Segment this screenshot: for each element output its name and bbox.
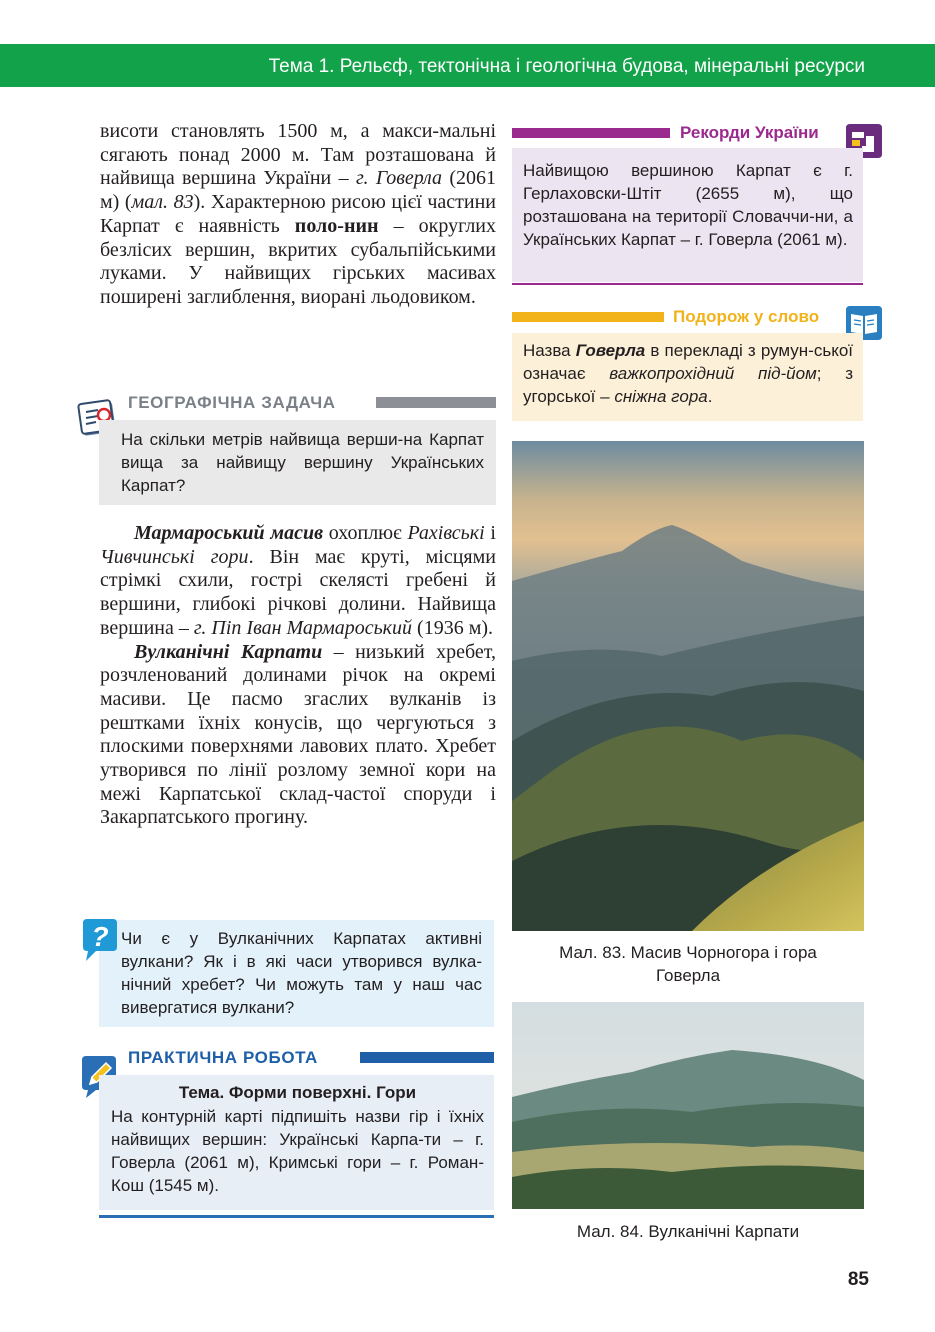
figure-83-caption-line-2: Говерла (655, 966, 721, 985)
chapter-title: Тема 1. Рельєф, тектонічна і геологічна будова, мінеральні ресурси (268, 56, 865, 77)
word-text (523, 339, 853, 408)
geo-task-box (99, 420, 496, 505)
records-heading: Рекорди України (680, 123, 819, 142)
records-bottom-rule (512, 283, 863, 285)
records-box (512, 148, 863, 282)
regions-paragraph (100, 522, 496, 830)
marmaros-text-4: (1936 м). (412, 616, 494, 639)
svg-text:?: ? (91, 921, 109, 952)
practical-text: На контурній карті підпишіть назви гір і їхніх найвищих вершин: Українські Карпа-ти – г. Говерла (2061 м), Кримські гори – г. Роман-Кош (1545 м). (111, 1107, 484, 1195)
word-box (512, 333, 863, 421)
records-heading-rule (512, 128, 670, 138)
word-text-1: Назва (523, 341, 576, 360)
word-meaning-hungarian: сніжна гора (614, 387, 708, 406)
figure-83-caption-line-1: Мал. 83. Масив Чорногора і гора (559, 943, 817, 962)
word-heading: Подорож у слово (673, 307, 820, 326)
practical-heading-rule (360, 1052, 494, 1063)
figure-84-caption: Мал. 84. Вулканічні Карпати (576, 1222, 800, 1241)
question-box (99, 920, 494, 1027)
word-meaning-romanian: важкопрохідний під-йом (609, 364, 817, 383)
pip-ivan-peak: г. Піп Іван Мармароський (193, 616, 413, 639)
intro-text-1: висоти становлять 1500 м, а макси-мальні сягають понад 2000 м. Там розташована й найвища вершина України – (100, 120, 496, 190)
marmaros-text-1: охоплює (323, 522, 408, 544)
intro-text-4: – округлих безлісих вершин, вкритих субальпійськими луками. У найвищих гірських масивах поширені заглиблення, виорані льодовиком. (100, 214, 496, 308)
intro-text-2: (2061 м) ( (100, 167, 496, 214)
goverla-term: г. Говерла (355, 167, 442, 190)
marmaros-name: Мармароський масив (134, 522, 323, 544)
chapter-header (0, 44, 935, 87)
practical-topic: Тема. Форми поверхні. Гори (178, 1083, 417, 1102)
polonyna-term: поло-нин (294, 214, 379, 237)
geo-task-heading-rule (376, 397, 496, 408)
intro-text-3: ). Характерною рисою цієї частини Карпат є наявність (100, 191, 496, 237)
word-text-3: ; з угорської – (523, 364, 853, 406)
figure-reference: мал. 83 (131, 191, 194, 214)
rakhiv-mountains: Рахівські (407, 522, 485, 544)
marmaros-text-3: . Він має круті, місцями стрімкі схили, гострі скелясті гребені й вершини, глибокі річкові долини. Найвища вершина – (100, 545, 496, 639)
marmaros-text-2: і (484, 522, 496, 544)
geo-task-text: На скільки метрів найвища верши-на Карпат вища за найвищу вершину Українських Карпат? (121, 430, 484, 495)
figure-83-photo (512, 441, 864, 931)
practical-heading: ПРАКТИЧНА РОБОТА (128, 1048, 318, 1067)
figure-84-photo (512, 1002, 864, 1209)
intro-paragraph (100, 120, 496, 310)
practical-box (99, 1075, 494, 1210)
page-number: 85 (847, 1269, 869, 1290)
chyvchyn-mountains: Чивчинські гори (100, 545, 249, 568)
question-text: Чи є у Вулканічних Карпатах активні вулкани? Як і в які часи утворився вулка-нічний хребет? Чи можуть там у наш час вивергатися вулкани? (121, 929, 482, 1017)
volcanic-name: Вулканічні Карпати (134, 640, 323, 663)
records-text: Найвищою вершиною Карпат є г. Герлаховски-Штіт (2655 м), що розташована на території Словаччи-ни, а Українських Карпат – г. Говерла (2061 м). (523, 161, 853, 249)
practical-bottom-rule (99, 1215, 494, 1218)
figure-83-caption (512, 941, 864, 987)
question-mark-icon (80, 917, 118, 963)
volcanic-text: – низький хребет, розчленований долинами річок на окремі масиви. Це пасмо згаслих вулканів із рештками їхніх конусів, що чергуються з плоскими поверхнями лавових плато. Хребет утворився по лінії розлому земної кори на межі Карпатської склад-частої споруди і Закарпатського прогину. (100, 640, 496, 829)
word-goverla: Говерла (575, 341, 646, 360)
word-heading-rule (512, 312, 664, 322)
word-text-4: . (707, 387, 713, 406)
geo-task-heading: ГЕОГРАФІЧНА ЗАДАЧА (128, 393, 336, 412)
word-text-2: в перекладі з румун-ської означає (523, 341, 853, 383)
